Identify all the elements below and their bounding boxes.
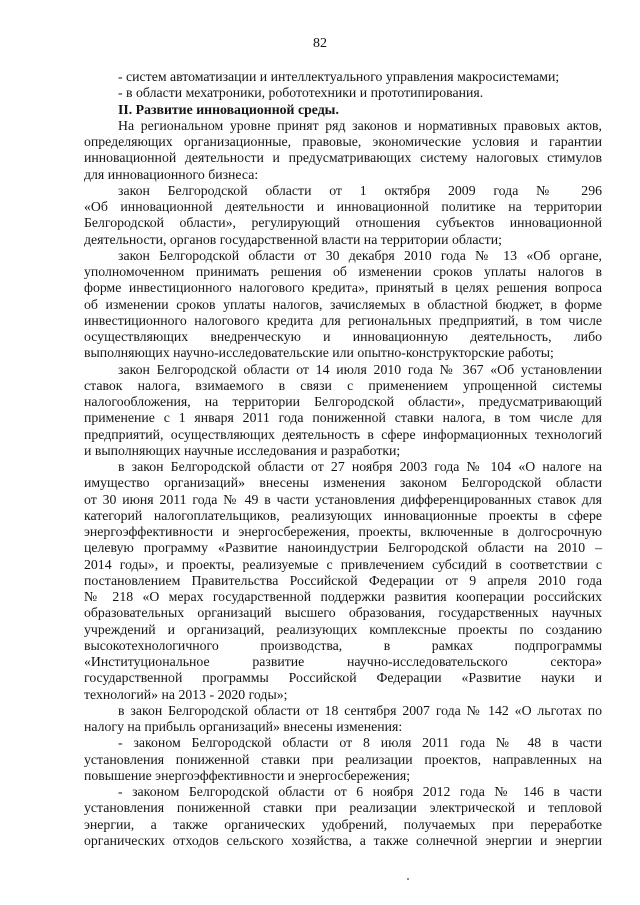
text-line: об изменении сроков уплаты налогов, зачисляемых в областной бюджет, в форме	[84, 296, 602, 312]
text-line: закон Белгородской области от 14 июля 2010 года № 367 «Об установлении	[118, 361, 602, 377]
text-line: налогу на прибыль организаций» внесены изменения:	[84, 719, 403, 734]
text-line: высокотехнологичного производства, в рамках подпрограммы	[84, 637, 602, 653]
text-line: осуществляющих внедренческую и инновационную деятельность, либо	[84, 329, 602, 344]
text-line: № 218 «О мерах государственной поддержки развития кооперации российских	[84, 589, 602, 604]
text-line: в закон Белгородской области от 27 ноября 2003 года № 104 «О налоге на	[118, 459, 602, 474]
text-line: энергоэффективности и энергосбережения, проекты, включенные в долгосрочную	[84, 524, 602, 539]
text-line: в закон Белгородской области от 18 сентября 2007 года № 142 «О льготах по	[118, 702, 602, 718]
text-line: применение с 1 января 2011 года пониженной ставки налога, в том числе для	[84, 410, 602, 426]
text-line: для инновационного бизнеса:	[84, 166, 259, 182]
text-line: инвестиционного налогового кредита для региональных предприятий, в том числе	[84, 312, 602, 328]
text-line: и выполняющих научные исследования и разработки;	[84, 442, 401, 458]
paragraph	[84, 247, 602, 362]
text-line: категорий налогоплательщиков, реализующих инновационные проекты в сфере	[84, 507, 602, 523]
text-line: государственной программы Российской Федерации «Развитие науки и	[84, 670, 602, 686]
text-line: закон Белгородской области от 1 октября 2009 года № 296	[118, 182, 602, 198]
text-line: закон Белгородской области от 30 декабря 2010 года № 13 «Об органе,	[118, 247, 602, 263]
text-line: инновационной деятельности и предусматривающих систему налоговых стимулов	[84, 150, 602, 166]
text-line: «Институциональное развитие научно-исследовательского сектора»	[84, 654, 602, 669]
paragraph	[84, 459, 602, 703]
text-line: выполняющих научно-исследовательские или опытно-конструкторские работы;	[84, 345, 554, 361]
text-line: целевую программу «Развитие наноиндустрии Белгородской области на 2010 –	[84, 540, 602, 556]
text-line: органических отходов сельского хозяйства, а также солнечной энергии и энергии	[84, 832, 602, 848]
text-line: Белгородской области», регулирующий отношения субъектов инновационной	[84, 215, 602, 231]
text-line: форме инвестиционного налогового кредита», принятый в целях решения вопроса	[84, 280, 602, 296]
text-line: от 30 июня 2011 года № 49 в части установления дифференцированных ставок для	[84, 491, 602, 507]
paragraph	[84, 702, 602, 736]
text-line: образовательных организаций высшего образования, государственных научных	[84, 605, 602, 621]
text-line: технологий» на 2013 - 2020 годы»;	[84, 686, 288, 702]
paragraph	[84, 361, 602, 460]
text-line: постановлением Правительства Российской Федерации от 9 апреля 2010 года	[84, 572, 602, 588]
text-line: установления пониженной ставки при реализации проектов, направленных на	[84, 751, 602, 767]
scan-speck	[407, 878, 409, 880]
text-line: уполномоченном принимать решения об изменении сроков уплаты налогов в	[84, 264, 602, 279]
text-line: имущество организаций» внесены изменения законом Белгородской области	[84, 475, 602, 491]
paragraph	[84, 735, 602, 784]
text-line: ставок налога, взимаемого в связи с применением упрощенной системы	[84, 377, 602, 393]
list-item: - в области мехатроники, робототехники и прототипирования.	[118, 85, 484, 101]
paragraph	[84, 784, 602, 849]
text-line: 2014 годы», и проекты, реализуемые с привлечением субсидий в соответствии с	[84, 556, 602, 572]
section-heading: II. Развитие инновационной среды.	[118, 101, 339, 117]
page-number: 82	[313, 36, 327, 51]
text-line: учреждений и организаций, реализующих комплексные проекты по созданию	[84, 621, 602, 637]
list-item: - систем автоматизации и интеллектуального управления макросистемами;	[118, 69, 560, 84]
document-body	[84, 69, 602, 849]
text-line: предприятий, осуществляющих деятельность в сфере информационных технологий	[84, 426, 602, 442]
paragraph	[84, 182, 602, 248]
paragraph	[84, 117, 602, 183]
text-line: - законом Белгородской области от 8 июля 2011 года № 48 в части	[118, 735, 602, 751]
text-line: На региональном уровне принят ряд законов и нормативных правовых актов,	[118, 117, 602, 133]
text-line: - законом Белгородской области от 6 ноября 2012 года № 146 в части	[118, 784, 602, 799]
text-line: «Об инновационной деятельности и инновационной политике на территории	[84, 199, 602, 214]
text-line: энергии, а также органических удобрений, получаемых при переработке	[84, 816, 602, 832]
text-line: установления пониженной ставки при реализации электрической и тепловой	[84, 800, 602, 816]
text-line: налогообложения, на территории Белгородской области», предусматривающий	[84, 394, 602, 409]
text-line: деятельности, органов государственной власти на территории области;	[84, 231, 502, 247]
text-line: определяющих организационные, правовые, экономические условия и гарантии	[84, 134, 602, 149]
text-line: повышение энергоэффективности и энергосбережения;	[84, 767, 411, 783]
